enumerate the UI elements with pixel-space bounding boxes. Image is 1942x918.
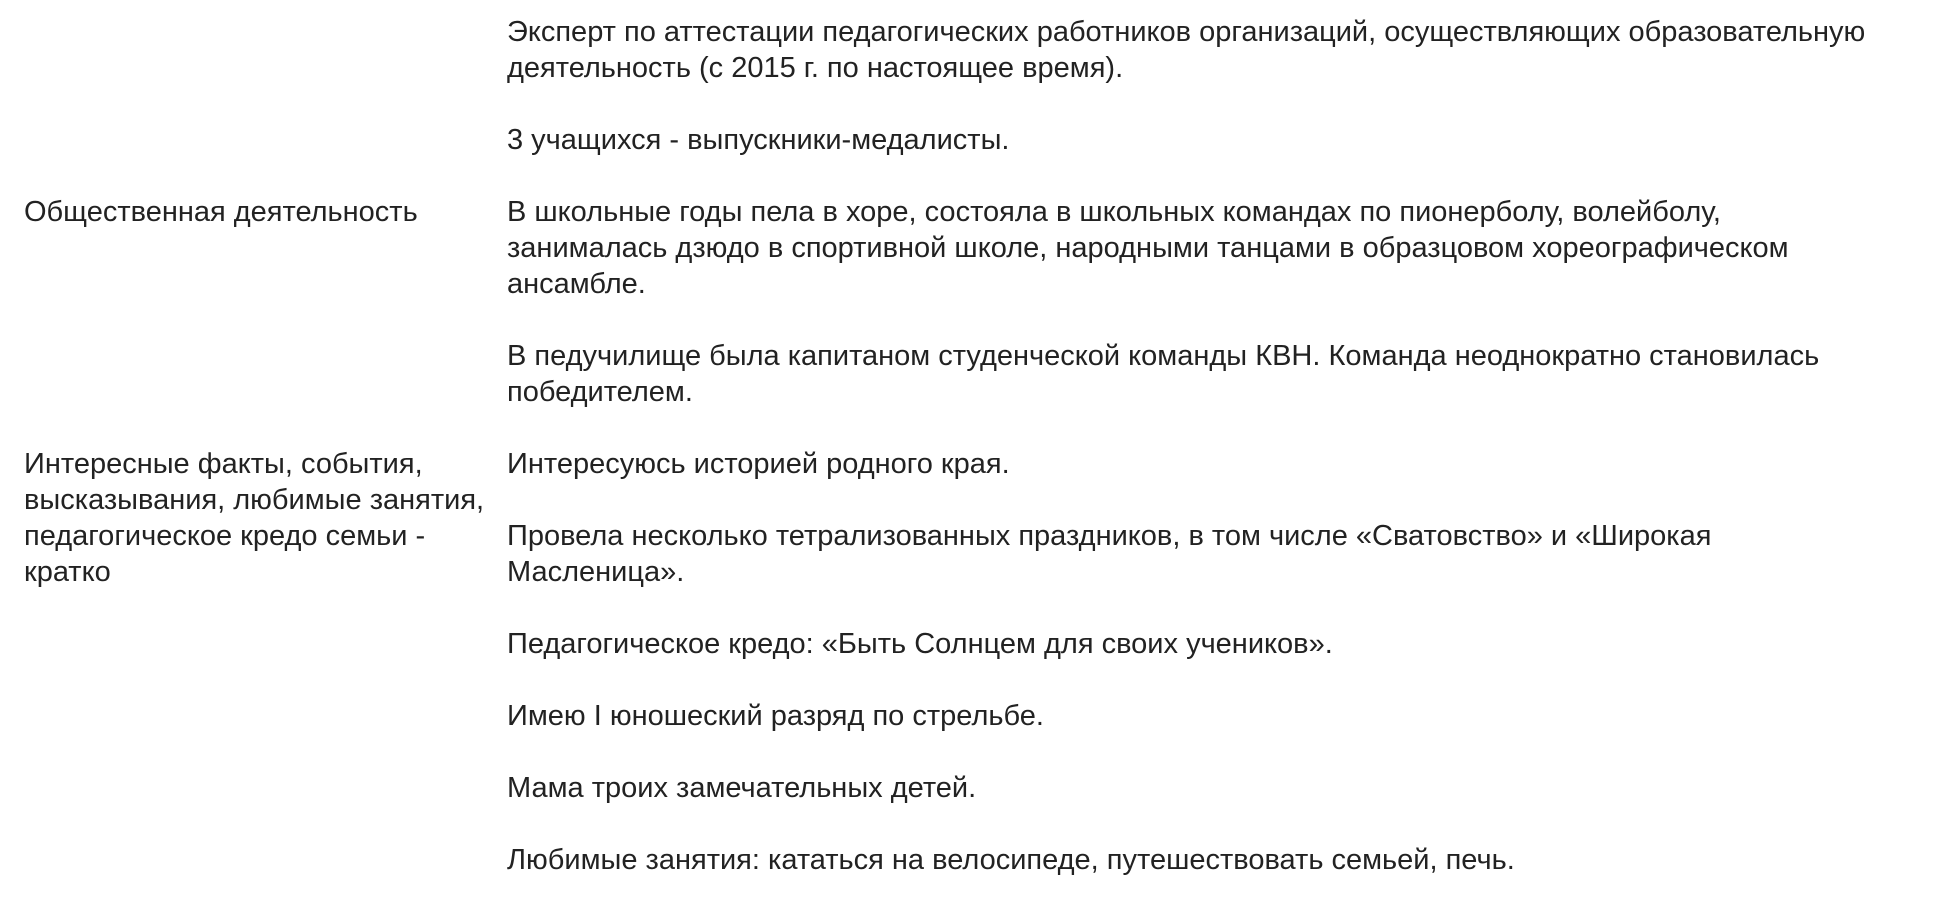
paragraph: Мама троих замечательных детей.: [507, 772, 977, 804]
paragraph: Интересуюсь историей родного края.: [507, 448, 1010, 480]
paragraph: В педучилище была капитаном студенческой команды КВН. Команда неоднократно становилась победителем.: [507, 340, 1820, 408]
paragraph: 3 учащихся - выпускники-медалисты.: [507, 124, 1010, 156]
paragraph: Педагогическое кредо: «Быть Солнцем для своих учеников».: [507, 628, 1333, 660]
row-expert-achievements: [24, 14, 1904, 158]
paragraph: Имею I юношеский разряд по стрельбе.: [507, 700, 1044, 732]
row-content: [507, 446, 1887, 878]
row-interesting-facts: [24, 446, 1904, 878]
row-public-activity: [24, 194, 1904, 410]
paragraph: Провела несколько тетрализованных праздников, в том числе «Сватовство» и «Широкая Масленица».: [507, 520, 1712, 588]
paragraph: Любимые занятия: кататься на велосипеде, путешествовать семьей, печь.: [507, 844, 1515, 876]
row-label: Интересные факты, события, высказывания, любимые занятия, педагогическое кредо семьи - кратко: [24, 448, 485, 588]
row-content: [507, 194, 1887, 410]
profile-document: [24, 14, 1904, 914]
row-label: Общественная деятельность: [24, 196, 418, 228]
row-content: [507, 14, 1887, 158]
paragraph: В школьные годы пела в хоре, состояла в школьных командах по пионерболу, волейболу, занималась дзюдо в спортивной школе, народными танцами в образцовом хореографическом ансамбле.: [507, 196, 1789, 300]
paragraph: Эксперт по аттестации педагогических работников организаций, осуществляющих образовательную деятельность (с 2015 г. по настоящее время).: [507, 16, 1866, 84]
